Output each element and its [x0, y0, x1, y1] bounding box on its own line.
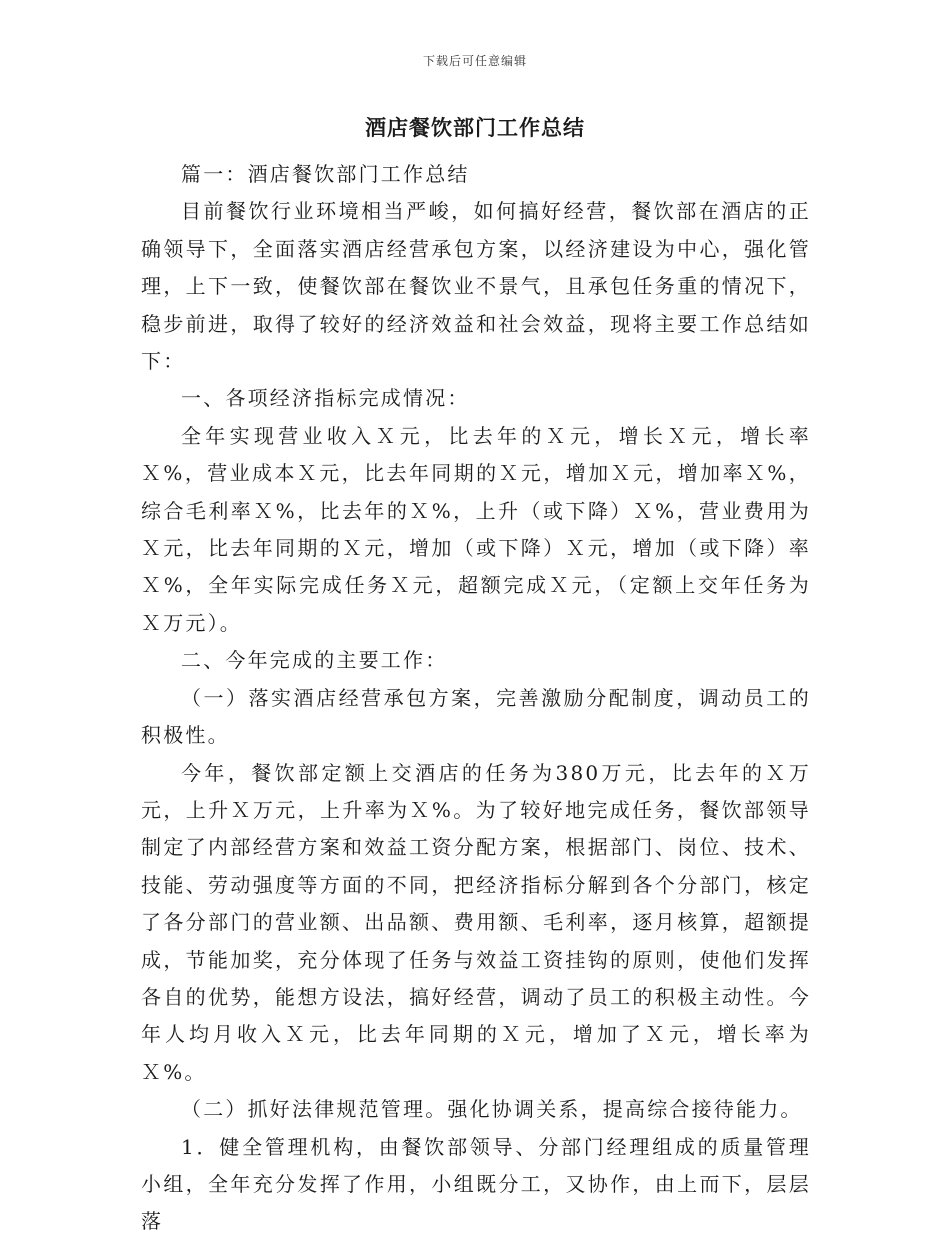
section-heading: 二、今年完成的主要工作：	[181, 648, 448, 673]
body-paragraph: 目前餐饮行业环境相当严峻，如何搞好经营，餐饮部在酒店的正确领导下，全面落实酒店经营承包方案，以经济建设为中心，强化管理，上下一致，使餐饮部在餐饮业不景气，且承包任务重的情况下，稳步前进，取得了较好的经济效益和社会效益，现将主要工作总结如下：	[141, 199, 811, 374]
body-paragraph: 今年，餐饮部定额上交酒店的任务为380万元，比去年的Ｘ万元，上升Ｘ万元，上升率为Ｘ%。为了较好地完成任务，餐饮部领导制定了内部经营方案和效益工资分配方案，根据部门、岗位、技术、技能、劳动强度等方面的不同，把经济指标分解到各个分部门，核定了各分部门的营业额、出品额、费用额、毛利率，逐月核算，超额提成，节能加奖，充分体现了任务与效益工资挂钩的原则，使他们发挥各自的优势，能想方设法，搞好经营，调动了员工的积极主动性。今年人均月收入Ｘ元，比去年同期的Ｘ元，增加了Ｘ元，增长率为Ｘ%。	[141, 760, 811, 1084]
body-paragraph: 1．健全管理机构，由餐饮部领导、分部门经理组成的质量管理小组，全年充分发挥了作用，小组既分工，又协作，由上而下，层层落	[141, 1134, 811, 1234]
body-paragraph: 全年实现营业收入Ｘ元，比去年的Ｘ元，增长Ｘ元，增长率Ｘ%，营业成本Ｘ元，比去年同期的Ｘ元，增加Ｘ元，增加率Ｘ%，综合毛利率Ｘ%，比去年的Ｘ%，上升（或下降）Ｘ%，营业费用为Ｘ元，比去年同期的Ｘ元，增加（或下降）Ｘ元，增加（或下降）率Ｘ%，全年实际完成任务Ｘ元，超额完成Ｘ元，（定额上交年任务为Ｘ万元）。	[141, 423, 811, 635]
section-heading: 一、各项经济指标完成情况：	[181, 386, 470, 411]
subsection-heading: （一）落实酒店经营承包方案，完善激励分配制度，调动员工的积极性。	[141, 685, 811, 748]
document-title: 酒店餐饮部门工作总结	[365, 116, 585, 140]
document-body	[141, 156, 811, 1241]
header-note: 下载后可任意编辑	[422, 54, 527, 68]
subsection-heading: （二）抓好法律规范管理。强化协调关系，提高综合接待能力。	[181, 1097, 803, 1122]
section-heading: 篇一：酒店餐饮部门工作总结	[181, 162, 470, 186]
